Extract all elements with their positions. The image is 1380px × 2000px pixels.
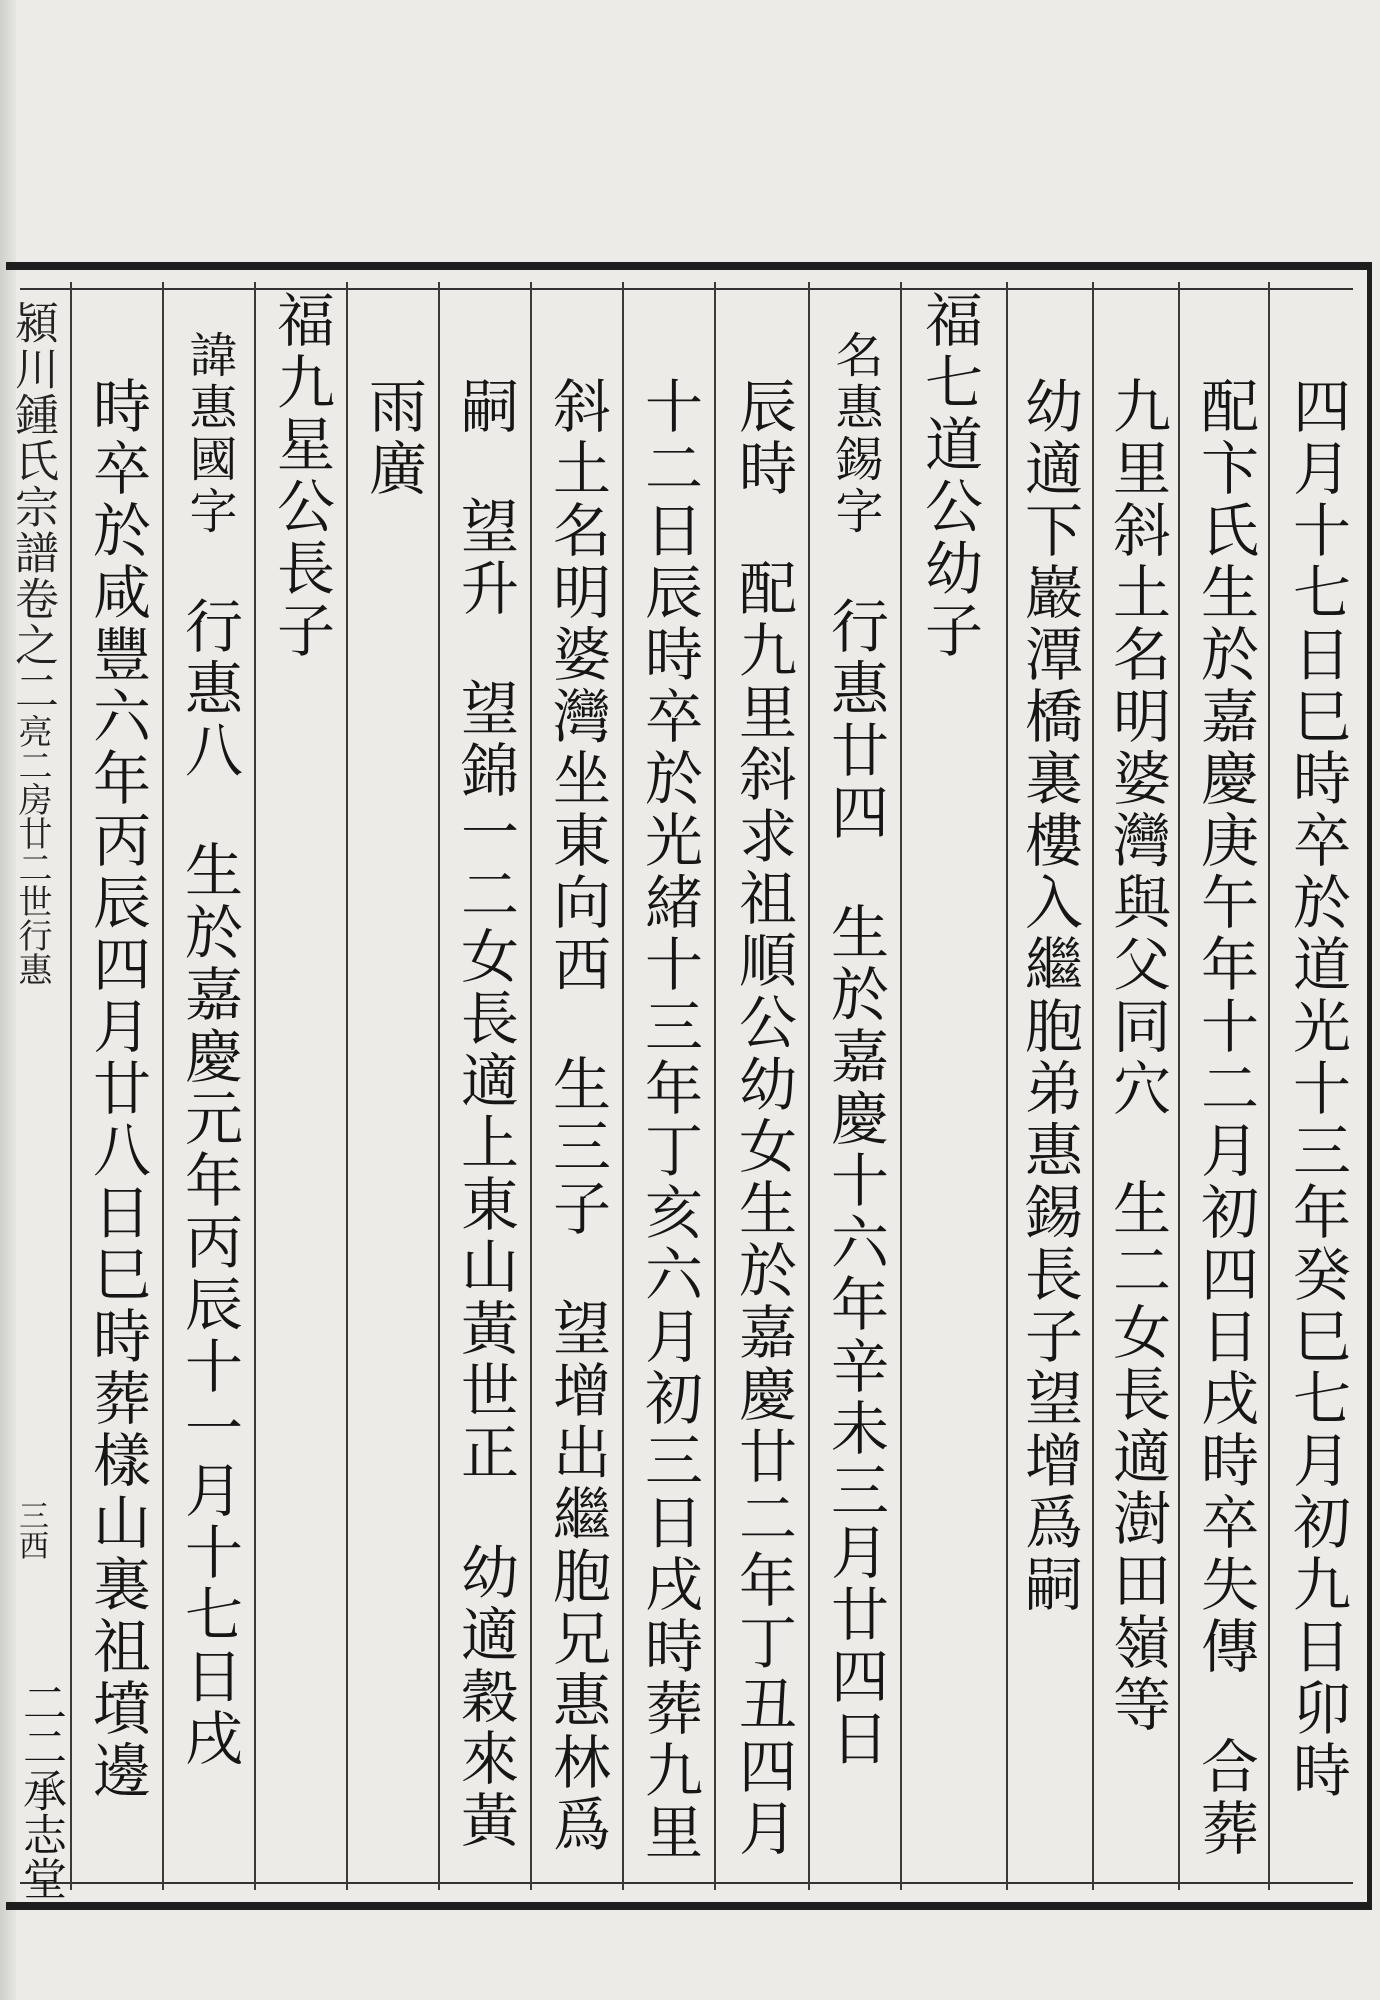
- column-rule: [162, 282, 164, 1890]
- column-4: [1012, 290, 1092, 1890]
- column-rule: [438, 282, 440, 1890]
- column-11: [356, 290, 436, 1890]
- margin-branch: 亮二房廿二世行惠: [12, 714, 52, 986]
- column-6: [818, 290, 898, 1890]
- margin-hall: 二二承志堂: [15, 1680, 66, 1900]
- column-12-text: 福九星公長子: [267, 290, 335, 662]
- column-rule: [714, 282, 716, 1890]
- column-1-text: 四月十七日巳時卒於道光十三年癸巳七月初九日卯時: [1283, 376, 1351, 1802]
- column-rule: [346, 282, 348, 1890]
- column-rule: [622, 282, 624, 1890]
- column-6-mid: 行惠廿四: [821, 596, 889, 844]
- column-10-text: 嗣: [451, 376, 519, 438]
- column-7-text: 辰時: [729, 376, 797, 500]
- column-2-tail: 合葬: [1191, 1736, 1259, 1860]
- column-rule: [254, 282, 256, 1890]
- column-8: [632, 290, 712, 1890]
- column-3-text: 九里斜土名明婆灣與父同穴: [1103, 376, 1171, 1120]
- column-14-text: 時卒於咸豐六年丙辰四月廿八日巳時葬樣山裏祖墳邊: [83, 376, 151, 1802]
- column-1: [1280, 290, 1360, 1890]
- column-9: [540, 290, 620, 1890]
- column-5-text: 福七道公幼子: [915, 290, 983, 662]
- column-10-tail: 一二女長適上東山黃世正: [451, 802, 519, 1484]
- column-rule: [1268, 282, 1270, 1890]
- column-9-tail2: 望增出繼胞兄惠林爲: [543, 1298, 611, 1856]
- column-3: [1100, 290, 1180, 1890]
- column-2: [1188, 290, 1268, 1890]
- column-7: [726, 290, 806, 1890]
- column-13-mid: 行惠八: [175, 596, 243, 782]
- column-13-text: 諱惠國字: [181, 330, 237, 538]
- column-12: [264, 290, 344, 1890]
- column-5: [912, 290, 992, 1890]
- column-10: [448, 290, 528, 1890]
- column-14: [80, 290, 160, 1890]
- column-rule: [808, 282, 810, 1890]
- column-9-tail: 生三子: [543, 1054, 611, 1240]
- column-7-tail: 配九里斜求祖順公幼女生於嘉慶廿二年丁丑四月: [729, 558, 797, 1860]
- margin-title: [6, 300, 58, 1900]
- column-6-text: 名惠錫字: [827, 330, 883, 538]
- column-13: [172, 290, 252, 1890]
- column-13-tail: 生於嘉慶元年丙辰十一月十七日戌: [175, 840, 243, 1770]
- column-rule: [70, 282, 72, 1890]
- column-4-text: 幼適下巖潭橋裏樓入繼胞弟惠錫長子望增爲嗣: [1015, 376, 1083, 1616]
- margin-title-text: 潁川鍾氏宗譜: [7, 300, 58, 576]
- column-10-mid2: 望錦: [451, 678, 519, 802]
- column-10-mid: 望升: [451, 496, 519, 620]
- column-11-text: 雨廣: [359, 376, 427, 500]
- column-3-tail: 生二女長適澍田嶺等: [1103, 1178, 1171, 1736]
- column-6-tail: 生於嘉慶十六年辛未三月廿四日: [821, 902, 889, 1770]
- column-9-text: 斜土名明婆灣坐東向西: [543, 376, 611, 996]
- margin-volume: 卷之二: [7, 576, 58, 714]
- column-rule: [900, 282, 902, 1890]
- column-2-text: 配卞氏生於嘉慶庚午年十二月初四日戌時卒失傳: [1191, 376, 1259, 1678]
- column-8-text: 十二日辰時卒於光緒十三年丁亥六月初三日戌時葬九里: [635, 376, 703, 1864]
- column-10-tail2: 幼適穀來黃: [451, 1542, 519, 1852]
- column-rule: [530, 282, 532, 1890]
- margin-folio: 三西: [13, 1500, 48, 1560]
